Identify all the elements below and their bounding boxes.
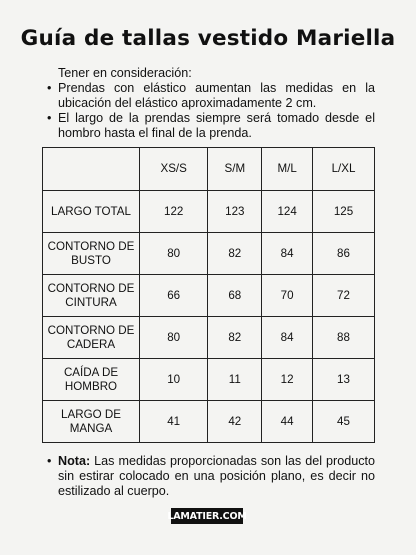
table-cell: 124 (262, 191, 313, 233)
note-paragraph (47, 454, 375, 499)
row-label: CONTORNO DE BUSTO (43, 233, 140, 275)
table-row (43, 359, 375, 401)
table-row (43, 233, 375, 275)
page-title: Guía de tallas vestido Mariella (20, 26, 396, 51)
table-cell: 88 (312, 317, 374, 359)
table-cell: 125 (312, 191, 374, 233)
row-label: LARGO TOTAL (43, 191, 140, 233)
table-cell: 82 (208, 233, 262, 275)
table-cell: 41 (140, 401, 208, 443)
table-row (43, 401, 375, 443)
table-cell: 86 (312, 233, 374, 275)
intro-lead: Tener en consideración: (58, 66, 192, 80)
table-cell: 11 (208, 359, 262, 401)
table-cell: 80 (140, 317, 208, 359)
note-text: Las medidas proporcionadas son las del producto sin estirar colocado en una posición plano, es decir no estilizado al cuerpo. (58, 454, 376, 498)
intro-bullet-elastic: • Prendas con elástico aumentan las medidas en la ubicación del elástico aproximadamente 2 cm. (47, 81, 375, 111)
table-header-row (43, 148, 375, 191)
table-cell: 66 (140, 275, 208, 317)
intro-list (47, 81, 375, 141)
table-cell: 12 (262, 359, 313, 401)
brand-logo: LAMATIER.COM (171, 508, 243, 524)
intro-section (47, 66, 375, 141)
table-cell: 82 (208, 317, 262, 359)
table-cell: 44 (262, 401, 313, 443)
table-corner-cell (43, 148, 140, 191)
note-label: Nota: (58, 454, 91, 468)
table-cell: 122 (140, 191, 208, 233)
size-table (42, 147, 375, 443)
table-row (43, 317, 375, 359)
note-bullet: • (47, 454, 52, 468)
table-cell: 45 (312, 401, 374, 443)
row-label: CONTORNO DE CADERA (43, 317, 140, 359)
size-header-xs-s: XS/S (140, 148, 208, 191)
intro-bullet-length: • El largo de la prendas siempre será tomado desde el hombro hasta el final de la prenda. (47, 111, 375, 141)
table-cell: 68 (208, 275, 262, 317)
table-cell: 72 (312, 275, 374, 317)
table-cell: 13 (312, 359, 374, 401)
table-row (43, 191, 375, 233)
table-cell: 84 (262, 233, 313, 275)
table-cell: 42 (208, 401, 262, 443)
size-header-s-m: S/M (208, 148, 262, 191)
table-cell: 80 (140, 233, 208, 275)
row-label: CAÍDA DE HOMBRO (43, 359, 140, 401)
size-header-l-xl: L/XL (312, 148, 374, 191)
table-cell: 10 (140, 359, 208, 401)
table-cell: 123 (208, 191, 262, 233)
table-cell: 84 (262, 317, 313, 359)
table-row (43, 275, 375, 317)
note-section (47, 454, 375, 499)
table-cell: 70 (262, 275, 313, 317)
size-header-m-l: M/L (262, 148, 313, 191)
row-label: LARGO DE MANGA (43, 401, 140, 443)
row-label: CONTORNO DE CINTURA (43, 275, 140, 317)
